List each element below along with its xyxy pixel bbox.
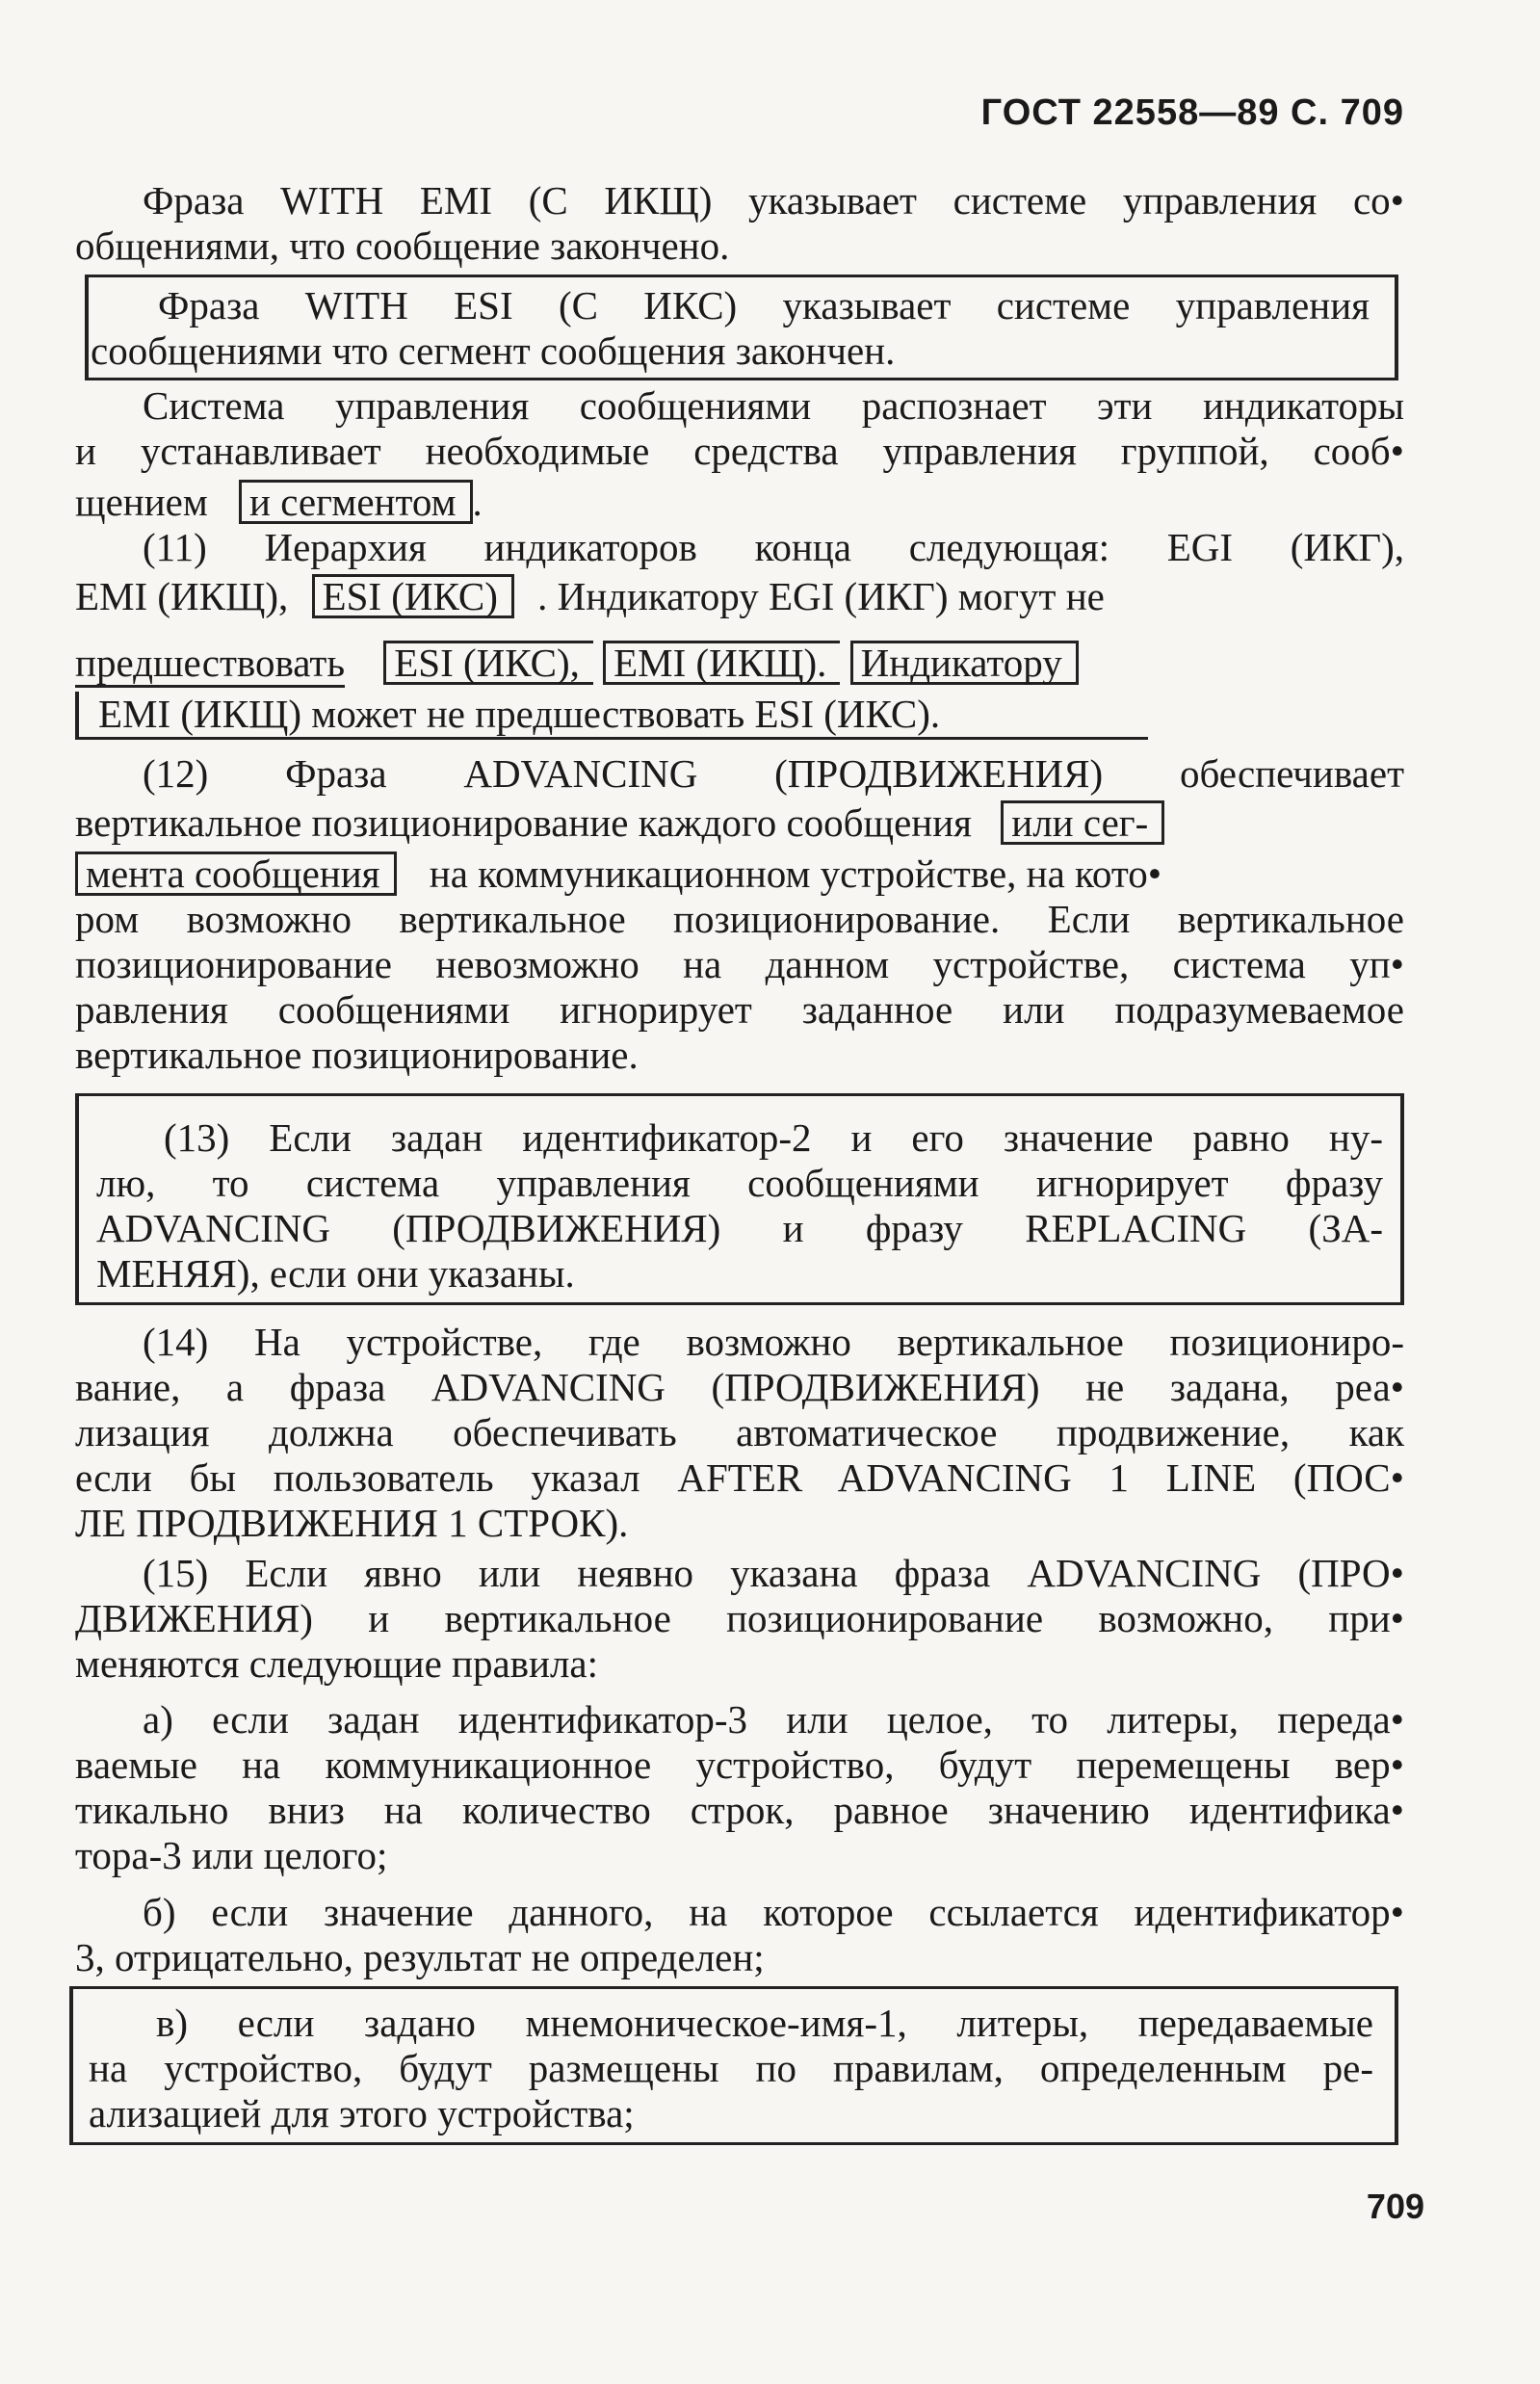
text-fragment: на коммуникационном устройстве, на кото•	[429, 851, 1162, 896]
text-fragment: вертикальное позиционирование каждого сообщения	[75, 800, 973, 845]
text-line: на устройство, будут размещены по правилам, определенным ре-	[89, 2046, 1373, 2090]
page-header: ГОСТ 22558—89 С. 709	[980, 92, 1404, 133]
text-line: сообщениями что сегмент сообщения закончен.	[91, 328, 896, 373]
text-line: вание, а фраза ADVANCING (ПРОДВИЖЕНИЯ) не задана, реа•	[75, 1365, 1404, 1409]
paragraph-with-emi	[75, 178, 1404, 269]
text-line: ДВИЖЕНИЯ) и вертикальное позиционирование возможно, при•	[75, 1596, 1404, 1640]
change-box-with-esi	[85, 275, 1398, 380]
text-line: (13) Если задан идентификатор-2 и его значение равно ну-	[164, 1115, 1383, 1160]
paragraph-message-control	[75, 383, 1404, 525]
text-line: тора-3 или целого;	[75, 1833, 388, 1877]
text-line: ализацией для этого устройства;	[89, 2091, 635, 2135]
text-line: Система управления сообщениями распознает эти индикаторы	[143, 383, 1404, 428]
text-line: Фраза WITH ESI (С ИКС) указывает системе управления	[158, 283, 1370, 327]
text-line: вертикальное позиционирование.	[75, 1033, 639, 1077]
text-fragment: . Индикатору EGI (ИКГ) могут не	[537, 574, 1105, 618]
text-line: и устанавливает необходимые средства управления группой, сооб•	[75, 429, 1404, 473]
text-line: 3, отрицательно, результат не определен;	[75, 1935, 765, 1979]
paragraph-15	[75, 1551, 1404, 1687]
text-line: ваемые на коммуникационное устройство, будут перемещены вер•	[75, 1742, 1404, 1787]
text-line: тикально вниз на количество строк, равное значению идентифика•	[75, 1788, 1404, 1832]
text-fragment: щением	[75, 480, 208, 524]
change-box-v	[69, 1986, 1398, 2145]
text-line: если бы пользователь указал AFTER ADVANCING 1 LINE (ПОС•	[75, 1455, 1404, 1500]
text-line: EMI (ИКЩ) может не предшествовать ESI (ИКС).	[75, 692, 1148, 740]
text-line: общениями, что сообщение закончено.	[75, 223, 730, 268]
paragraph-12	[75, 751, 1404, 1078]
text-fragment: предшествовать	[75, 641, 345, 688]
text-fragment: EMI (ИКЩ),	[75, 574, 289, 618]
text-line: ЛЕ ПРОДВИЖЕНИЯ 1 СТРОК).	[75, 1501, 629, 1545]
text-line: (12) Фраза ADVANCING (ПРОДВИЖЕНИЯ) обеспечивает	[143, 751, 1404, 796]
paragraph-14	[75, 1320, 1404, 1546]
page-number: 709	[1366, 2187, 1424, 2226]
inline-change-box: или сег-	[1001, 800, 1164, 845]
paragraph-b	[75, 1890, 1404, 1980]
document-page	[75, 0, 1404, 2384]
text-line: (11) Иерархия индикаторов конца следующая: EGI (ИКГ),	[143, 525, 1404, 569]
text-line: в) если задано мнемоническое-имя-1, литеры, передаваемые	[156, 2001, 1373, 2045]
text-line: ром возможно вертикальное позиционирование. Если вертикальное	[75, 897, 1404, 941]
text-line: ADVANCING (ПРОДВИЖЕНИЯ) и фразу REPLACING (ЗА-	[96, 1206, 1383, 1250]
inline-change-box: ESI (ИКС)	[312, 574, 514, 618]
text-fragment: .	[472, 480, 483, 524]
text-line: меняются следующие правила:	[75, 1641, 599, 1686]
text-line	[75, 800, 1404, 846]
inline-change-box: EMI (ИКЩ).	[603, 641, 840, 685]
text-line	[75, 851, 1404, 897]
text-line: б) если значение данного, на которое ссылается идентификатор•	[143, 1890, 1404, 1934]
inline-change-box: Индикатору	[850, 641, 1079, 685]
inline-change-box: ESI (ИКС),	[383, 641, 593, 685]
text-line	[75, 574, 1404, 619]
text-line: МЕНЯЯ), если они указаны.	[96, 1251, 575, 1296]
text-line	[75, 480, 1404, 525]
paragraph-a	[75, 1697, 1404, 1878]
text-line: позиционирование невозможно на данном устройстве, система уп•	[75, 942, 1404, 986]
text-line: Фраза WITH EMI (С ИКЩ) указывает системе управления со•	[143, 178, 1404, 223]
text-line: а) если задан идентификатор-3 или целое, то литеры, переда•	[143, 1697, 1404, 1742]
text-line	[75, 641, 1404, 686]
text-line: (15) Если явно или неявно указана фраза ADVANCING (ПРО•	[143, 1551, 1404, 1595]
change-box-13	[75, 1093, 1404, 1305]
paragraph-11	[75, 525, 1404, 619]
paragraph-11-cont	[75, 641, 1404, 740]
text-line: равления сообщениями игнорирует заданное или подразумеваемое	[75, 987, 1404, 1032]
text-line: лизация должна обеспечивать автоматическое продвижение, как	[75, 1410, 1404, 1454]
inline-change-box: мента сообщения	[75, 851, 397, 896]
text-line: лю, то система управления сообщениями игнорирует фразу	[96, 1161, 1383, 1205]
inline-change-box: и сегментом	[239, 480, 473, 524]
text-line: (14) На устройстве, где возможно вертикальное позициониро-	[143, 1320, 1404, 1364]
